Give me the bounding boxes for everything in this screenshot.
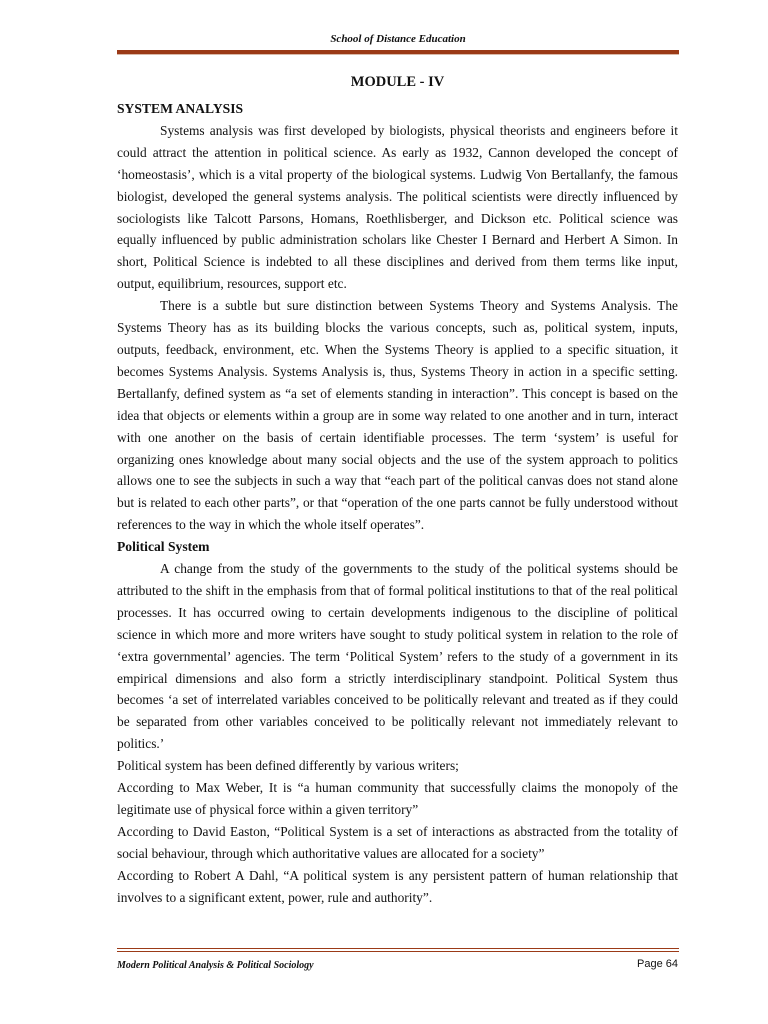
module-title: MODULE - IV bbox=[350, 74, 445, 90]
paragraph: According to Robert A Dahl, “A political system is any persistent pattern of human relationship that involves to a significant extent, power, rule and authority”. bbox=[117, 867, 678, 905]
section-heading-political-system: Political System bbox=[117, 539, 210, 555]
running-header: School of Distance Education bbox=[330, 33, 466, 45]
section-heading-system-analysis: SYSTEM ANALYSIS bbox=[117, 101, 244, 116]
page-body bbox=[117, 70, 678, 909]
paragraph: Systems analysis was first developed by biologists, physical theorists and engineers before it could attract the attention in political science. As early as 1932, Cannon developed the concept of ‘homeostasis’, which is a vital property of the biological systems. Ludwig Von Bertallanfy, the famous biologist, developed the general systems analysis. The political scientists were directly influenced by sociologists like Talcott Parsons, Homans, Roethlisberger, and Dickson etc. Political science was equally influenced by public administration scholars like Chester I Bernard and Herbert A Simon. In short, Political Science is indebted to all these disciplines and derived from them terms like input, output, equilibrium, resources, support etc. bbox=[117, 122, 678, 292]
paragraph: According to David Easton, “Political System is a set of interactions as abstracted from the totality of social behaviour, through which authoritative values are allocated for a society” bbox=[117, 823, 678, 861]
footer-rule bbox=[117, 948, 679, 949]
header-rule bbox=[117, 50, 679, 55]
paragraph: There is a subtle but sure distinction between Systems Theory and Systems Analysis. The Systems Theory has as its building blocks the various concepts, such as, political system, inputs, outputs, feedback, environment, etc. When the Systems Theory is applied to a specific situation, it becomes Systems Analysis. Systems Analysis is, thus, Systems Theory in action in a specific setting. Bertallanfy, defined system as “a set of elements standing in interaction”. This concept is based on the idea that objects or elements within a group are in some way related to one another and in turn, interact with one another on the basis of certain identifiable processes. The term ‘system’ is useful for organizing ones knowledge about many social objects and the use of the system approach to politics allows one to see the subjects in such a way that “each part of the political canvas does not stand alone but is related to each other parts”, or that “operation of the one parts cannot be fully understood without references to the way in which the whole itself operates”. bbox=[117, 298, 678, 533]
footer-course-title: Modern Political Analysis & Political Sociology bbox=[117, 960, 314, 971]
paragraph: A change from the study of the governments to the study of the political systems should be attributed to the shift in the emphasis from that of formal political institutions to that of the real political processes. It has occurred owing to certain developments indigenous to the discipline of political science in which more and more writers have sought to study political system in relation to the role of ‘extra governmental’ agencies. The term ‘Political System’ refers to the study of a government in its empirical dimensions and also form a strictly interdisciplinary standpoint. Political System thus becomes ‘a set of interrelated variables conceived to be politically relevant and treated as if they could be separated from other variables conceived to be politically relevant not immediately relevant to politics.’ bbox=[117, 561, 678, 752]
paragraph: According to Max Weber, It is “a human community that successfully claims the monopoly of the legitimate use of physical force within a given territory” bbox=[117, 780, 678, 817]
paragraph: Political system has been defined differently by various writers; bbox=[117, 758, 459, 774]
page-number: Page 64 bbox=[637, 958, 678, 970]
